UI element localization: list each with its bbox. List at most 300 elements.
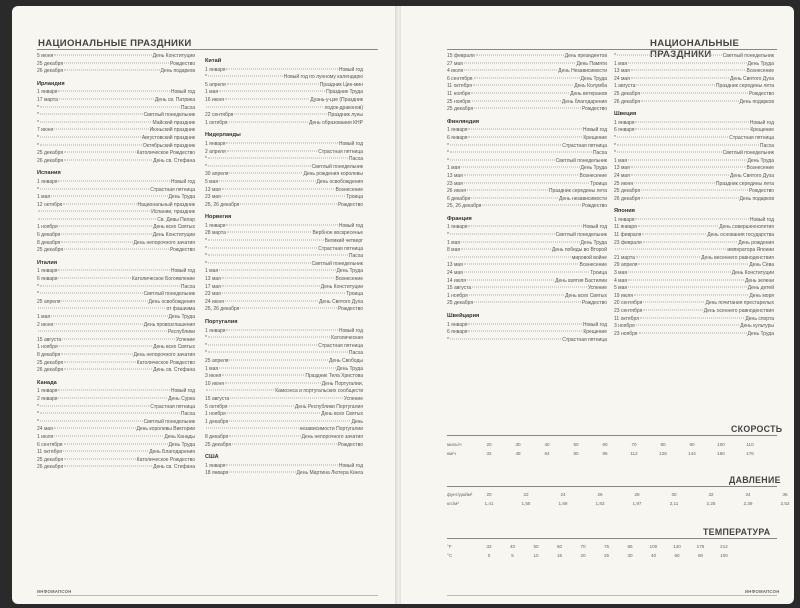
dot-leader <box>628 159 746 160</box>
holiday-row <box>37 322 195 330</box>
dot-leader <box>40 144 142 145</box>
holiday-row <box>614 99 774 107</box>
dot-leader <box>635 121 748 122</box>
dot-leader <box>40 405 149 406</box>
holiday-name: День взятия Бастилии <box>555 277 607 284</box>
holiday-date: * <box>37 418 39 425</box>
holiday-name: День Сурка <box>168 395 195 402</box>
speed-row <box>447 442 777 451</box>
holiday-date: 23 мая <box>447 180 463 187</box>
holiday-date: 8 декабря <box>37 351 61 358</box>
holiday-date: 1 ноября <box>205 411 226 418</box>
temperature-row <box>447 553 777 562</box>
dot-leader <box>229 121 309 122</box>
holiday-name: Новый год <box>170 388 195 395</box>
temperature-value: 100 <box>720 553 728 558</box>
dot-leader <box>448 256 571 257</box>
holiday-date: 11 октября <box>37 449 62 456</box>
holiday-row <box>205 276 363 284</box>
holiday-row <box>205 284 363 292</box>
dot-leader <box>208 262 311 263</box>
holiday-row <box>37 426 195 434</box>
holiday-row <box>37 367 195 375</box>
holiday-date: 24 мая <box>37 426 53 433</box>
holiday-name: Августовский праздник <box>141 134 195 141</box>
holiday-date: 1 января <box>205 66 226 73</box>
holiday-name: Католическое Рождество <box>136 150 195 157</box>
holiday-name: Вознесение <box>746 68 774 75</box>
dot-leader <box>219 270 335 271</box>
holiday-name: Страстная пятница <box>562 142 607 149</box>
holiday-date: 24 июня <box>205 298 224 305</box>
dot-leader <box>635 218 748 219</box>
header-rule-right <box>447 49 777 50</box>
speed-unit-label: миль/ч <box>447 442 462 447</box>
holiday-date: * <box>205 245 207 252</box>
holiday-date: 25 декабря <box>37 359 64 366</box>
holiday-date: 6 января <box>447 134 468 141</box>
holiday-name: День Португалии, <box>321 380 363 387</box>
holiday-row <box>205 194 363 202</box>
holiday-date: 11 октября <box>614 315 639 322</box>
holiday-date: 6 сентября <box>447 75 473 82</box>
holiday-name: Новый год <box>338 462 363 469</box>
holiday-date: * <box>205 350 207 357</box>
holiday-date: * <box>37 134 39 141</box>
holiday-name: День Труда <box>747 60 774 67</box>
dot-leader <box>628 279 744 280</box>
dot-leader <box>634 182 715 183</box>
holiday-row <box>205 463 363 471</box>
holiday-row <box>614 120 774 128</box>
footer-rule-left <box>37 595 378 596</box>
holiday-name: Крещение <box>583 134 607 141</box>
dot-leader <box>38 218 156 219</box>
temperature-value: 60 <box>556 544 563 549</box>
speed-value: 64 <box>544 451 550 456</box>
dot-leader <box>219 367 335 368</box>
holiday-date: 25 декабря <box>447 300 474 307</box>
holiday-name: Пасха <box>348 253 363 260</box>
holiday-date: 5 октября <box>205 403 228 410</box>
holiday-name: Светлый понедельник <box>311 260 363 267</box>
temperature-value: 50 <box>533 544 539 549</box>
dot-leader <box>61 353 132 354</box>
holiday-name: День непорочного зачатия <box>133 239 195 246</box>
holiday-date: * <box>205 260 207 267</box>
holiday-date: 1 января <box>37 388 58 395</box>
holiday-date: 25 декабря <box>614 90 641 97</box>
holiday-row <box>614 217 774 225</box>
holiday-row <box>37 306 195 314</box>
holiday-date: 25 декабря <box>205 441 232 448</box>
holiday-row <box>37 194 195 202</box>
pressure-value: 28 <box>634 492 640 497</box>
holiday-row <box>205 164 363 172</box>
holiday-row <box>447 143 607 151</box>
holiday-row <box>37 61 195 69</box>
holiday-name: лодок-драконов) <box>324 104 363 111</box>
pressure-value: 2,11 <box>669 501 679 506</box>
holiday-name: День Труда <box>580 165 607 172</box>
dot-leader <box>51 196 167 197</box>
dot-leader <box>38 211 150 212</box>
pressure-rule <box>447 486 777 487</box>
holiday-row <box>447 247 607 255</box>
holiday-name: День св. Стефана <box>153 464 195 471</box>
dot-leader <box>40 285 180 286</box>
temperature-value: 75 <box>603 544 610 549</box>
temperature-value: 20 <box>580 553 586 558</box>
holiday-date: 25 апреля <box>205 357 229 364</box>
holiday-name: Пасха <box>759 142 774 149</box>
holiday-name: Страстная пятница <box>150 403 195 410</box>
holiday-name: День освобождения <box>148 298 195 305</box>
temperature-value: 25 <box>603 553 610 558</box>
holiday-row <box>37 404 195 412</box>
dot-leader <box>240 203 337 204</box>
holiday-date: * <box>37 403 39 410</box>
holiday-name: Республики <box>168 329 195 336</box>
holiday-date: * <box>447 142 449 149</box>
holiday-name: День спорта <box>745 315 774 322</box>
dot-leader <box>226 464 337 465</box>
dot-leader <box>64 62 169 63</box>
dot-leader <box>227 150 318 151</box>
dot-leader <box>222 293 345 294</box>
holiday-row <box>37 314 195 322</box>
holiday-name: День непорочного зачатия <box>301 433 363 440</box>
holiday-row <box>614 196 774 204</box>
dot-leader <box>468 129 581 130</box>
holiday-row <box>447 53 607 61</box>
holiday-name: День Труда <box>168 194 195 201</box>
holiday-name: День подарков <box>739 98 774 105</box>
holiday-date: 26 декабря <box>37 464 64 471</box>
dot-leader <box>468 226 581 227</box>
country-heading: Португалия <box>205 319 238 325</box>
holiday-row <box>614 270 774 278</box>
holiday-name: День независимости <box>559 195 607 202</box>
holiday-date: 12 октября <box>37 201 63 208</box>
holiday-row <box>37 449 195 457</box>
country-heading: Норвегия <box>205 214 232 221</box>
holiday-row <box>447 285 607 293</box>
dot-leader <box>64 159 152 160</box>
dot-leader <box>59 226 152 227</box>
holiday-name: независимости Португалии <box>299 426 363 433</box>
dot-leader <box>474 108 581 109</box>
dot-leader <box>643 241 738 242</box>
dot-leader <box>467 279 554 280</box>
holiday-row <box>37 202 195 210</box>
holiday-row <box>205 404 363 412</box>
holiday-date: * <box>614 142 616 149</box>
holiday-date: * <box>614 53 616 59</box>
holiday-date: 13 мая <box>205 276 221 283</box>
holiday-row <box>447 262 607 270</box>
holiday-name: День культуры <box>740 323 774 330</box>
holiday-row <box>614 308 774 316</box>
dot-leader <box>229 420 350 421</box>
temperature-value: 60 <box>674 553 680 558</box>
holiday-name: День Мартина Лютера Кинга <box>296 470 363 477</box>
dot-leader <box>208 337 330 338</box>
temperature-value: 5 <box>511 553 514 558</box>
temperature-value: 212 <box>720 544 728 549</box>
holiday-date: 1 мая <box>447 165 461 172</box>
holiday-row <box>447 196 607 204</box>
holiday-name: Успение <box>175 336 195 343</box>
page-title-right: НАЦИОНАЛЬНЫЕ ПРАЗДНИКИ <box>650 38 740 60</box>
holiday-name: День детей <box>747 285 774 292</box>
holiday-name: День Благодарения <box>149 449 195 456</box>
holiday-name: Новый год <box>338 327 363 334</box>
holiday-date: 16 июня <box>205 96 224 103</box>
holiday-row <box>37 224 195 232</box>
holiday-name: Пасха <box>180 411 195 418</box>
holiday-date: 25 июня <box>614 180 633 187</box>
holiday-row <box>37 112 195 120</box>
holiday-name: Рождество <box>169 60 195 67</box>
holiday-date: * <box>37 112 39 119</box>
holiday-row <box>205 328 363 336</box>
holiday-date: 6 января <box>447 329 468 336</box>
holiday-date: 25 апреля <box>37 298 61 305</box>
dot-leader <box>450 338 561 339</box>
holiday-name: Рождество <box>581 106 607 113</box>
country-heading: Канада <box>37 379 57 386</box>
dot-leader <box>64 466 152 467</box>
holiday-row <box>614 150 774 158</box>
holiday-row <box>37 299 195 307</box>
holiday-row <box>205 149 363 157</box>
holiday-row <box>37 388 195 396</box>
holiday-date: 4 мая <box>614 277 628 284</box>
holiday-date: 26 декабря <box>37 157 64 164</box>
holiday-row <box>37 187 195 195</box>
holiday-row <box>447 106 607 114</box>
holiday-name: Пасха <box>180 283 195 290</box>
holiday-row <box>205 223 363 231</box>
dot-leader <box>227 413 320 414</box>
holiday-row <box>37 442 195 450</box>
dot-leader <box>226 329 337 330</box>
holiday-name: Страстная пятница <box>318 245 363 252</box>
holiday-date: 25 декабря <box>447 106 474 113</box>
holiday-date: 25, 26 декабря <box>447 203 482 210</box>
dot-leader <box>464 174 579 175</box>
holiday-name: День осеннего равноденствия <box>703 308 774 314</box>
country-heading: Финляндия <box>447 118 480 125</box>
holiday-row <box>37 53 195 61</box>
dot-leader <box>58 91 169 92</box>
holiday-row <box>205 141 363 149</box>
holiday-row <box>614 240 774 248</box>
holiday-name: Рождество <box>337 306 363 313</box>
dot-leader <box>617 55 722 56</box>
holiday-name: Светлый понедельник <box>311 163 363 170</box>
holiday-date: 1 января <box>447 321 468 328</box>
holiday-row <box>205 253 363 261</box>
holiday-name: День Независимости <box>558 68 607 75</box>
holiday-date: 1 ноября <box>37 224 58 231</box>
holiday-name: День Сёва <box>749 262 774 269</box>
holiday-date: 2 апреля <box>205 148 226 155</box>
dot-leader <box>234 114 327 115</box>
temperature-value: 100 <box>649 544 658 549</box>
holiday-date: 11 января <box>614 224 637 231</box>
country-heading: Нидерланды <box>205 132 241 139</box>
holiday-name: Рождество <box>337 441 363 448</box>
holiday-name: День Святого Духа <box>730 75 774 82</box>
holiday-row <box>614 158 774 166</box>
holiday-date: 8 декабря <box>37 239 61 246</box>
dot-leader <box>40 121 152 122</box>
holiday-name: от фашизма <box>166 306 195 313</box>
holiday-name: День благодарения <box>561 98 607 105</box>
dot-leader <box>643 310 702 311</box>
holiday-date: 13 мая <box>614 68 630 75</box>
dot-leader <box>461 249 551 250</box>
holiday-row <box>614 224 774 232</box>
holiday-name: Католическое Рождество <box>136 359 195 366</box>
holiday-row <box>614 143 774 151</box>
holiday-date: 10 июня <box>205 380 224 387</box>
holiday-name: День Свободы <box>329 357 363 364</box>
holiday-name: Рождество <box>581 203 607 210</box>
holiday-row <box>447 91 607 99</box>
dot-leader <box>58 278 130 279</box>
holiday-name: День моря <box>749 292 774 299</box>
holiday-row <box>447 270 607 278</box>
holiday-name: День подарков <box>739 195 774 202</box>
holiday-date: * <box>37 119 39 126</box>
holiday-name: Новый год <box>582 321 607 328</box>
dot-leader <box>40 293 143 294</box>
dot-leader <box>636 85 715 86</box>
holiday-date: 11 октября <box>447 83 472 90</box>
country-heading: Ирландия <box>37 80 65 87</box>
dot-leader <box>38 331 167 332</box>
holiday-row <box>205 306 363 314</box>
dot-leader <box>208 240 324 241</box>
holiday-name: Крещение <box>750 127 774 134</box>
pressure-value: 30 <box>671 492 677 497</box>
dot-leader <box>472 287 587 288</box>
temperature-value: 40 <box>650 553 657 558</box>
country-heading: Франция <box>447 215 472 222</box>
holiday-name: Вознесение <box>746 165 774 172</box>
holiday-row <box>614 262 774 270</box>
dot-leader <box>63 451 148 452</box>
holiday-name: День освобождения <box>316 178 363 185</box>
dot-leader <box>641 100 739 101</box>
pressure-value: 32 <box>708 492 714 497</box>
holiday-date: 5 мая <box>614 285 628 292</box>
holiday-date: 19 июля <box>614 292 634 299</box>
speed-value: 176 <box>746 451 754 456</box>
speed-value: 70 <box>631 442 637 447</box>
holiday-name: День почитания престарелых <box>705 300 774 307</box>
holiday-name: День победы во Второй <box>551 247 607 254</box>
holiday-date: * <box>447 157 449 164</box>
dot-leader <box>471 197 558 198</box>
holiday-row <box>37 135 195 143</box>
dot-leader <box>222 375 304 376</box>
holiday-name: Новый год <box>338 222 363 229</box>
holiday-row <box>37 97 195 105</box>
holiday-name: Светлый понедельник <box>143 291 195 298</box>
holiday-row <box>37 217 195 225</box>
holiday-name: День Конституции <box>152 232 195 239</box>
holiday-name: Пасха <box>348 156 363 163</box>
dot-leader <box>642 234 706 235</box>
dot-leader <box>628 272 731 273</box>
country-heading: Швеция <box>614 111 637 118</box>
dot-leader <box>206 428 299 429</box>
holiday-row <box>614 188 774 196</box>
holiday-date: 27 мая <box>447 60 463 67</box>
pressure-value: 2,25 <box>706 501 716 506</box>
holiday-name: Светлый понедельник <box>722 53 774 59</box>
speed-value: 40 <box>544 442 550 447</box>
dot-leader <box>219 180 315 181</box>
speed-value: 32 <box>486 451 492 456</box>
holiday-name: Троица <box>346 291 363 298</box>
holiday-row <box>205 470 363 478</box>
pressure-value: 36 <box>782 492 788 497</box>
holiday-date: 11 февраля <box>614 232 642 239</box>
holiday-name: Светлый понедельник <box>555 232 607 239</box>
dot-leader <box>208 255 348 256</box>
holiday-row <box>614 127 774 135</box>
holiday-name: День весеннего равноденствия <box>701 254 774 261</box>
dot-leader <box>450 234 555 235</box>
speed-rule <box>447 435 777 436</box>
holiday-row <box>614 181 774 189</box>
holiday-row <box>205 411 363 419</box>
temperature-rule <box>447 538 777 539</box>
holiday-name: День <box>351 418 363 425</box>
holiday-date: * <box>205 253 207 260</box>
holiday-name: День президентов <box>564 53 607 59</box>
holiday-name: День ветеранов <box>570 90 607 97</box>
holiday-name: мировой войне <box>571 254 607 261</box>
holiday-row <box>205 358 363 366</box>
holiday-name: Крещение <box>583 329 607 336</box>
holiday-date: 1 декабря <box>205 418 229 425</box>
holiday-date: 24 мая <box>614 172 630 179</box>
holiday-name: Светлый понедельник <box>555 157 607 164</box>
holiday-row <box>447 322 607 330</box>
holiday-name: День провозглашения <box>143 321 195 328</box>
holiday-date: 6 января <box>614 127 635 134</box>
holiday-row <box>205 434 363 442</box>
dot-leader <box>461 241 579 242</box>
dot-leader <box>208 352 348 353</box>
dot-leader <box>40 413 180 414</box>
holiday-date: 26 декабря <box>37 68 64 75</box>
holiday-row <box>447 61 607 69</box>
dot-leader <box>58 397 167 398</box>
dot-leader <box>54 323 143 324</box>
holiday-date: 25, 26 декабря <box>205 201 240 208</box>
holiday-name: День королевы Виктории <box>136 426 195 433</box>
dot-leader <box>208 247 317 248</box>
speed-value: 110 <box>746 442 754 447</box>
temperature-value: 40 <box>509 544 516 549</box>
